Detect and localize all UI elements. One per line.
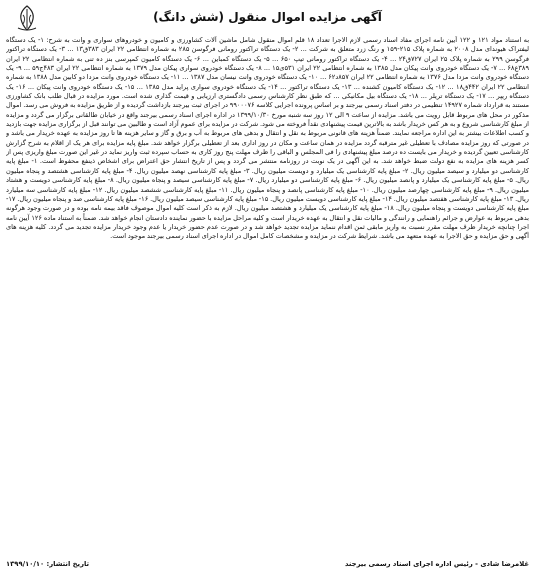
signature: غلامرضا شادی - رئیس اداره اجرای اسناد رسمی بیرجند <box>344 560 529 568</box>
notice-header <box>6 4 529 34</box>
notice-footer <box>6 558 529 570</box>
publish-date: تاریخ انتشار: ۱۳۹۹/۱۰/۱۰ <box>6 560 90 568</box>
notice-title: آگهی مزایده اموال منقول (شش دانگ) <box>153 10 382 24</box>
notice-body: به استناد مواد ۱۲۱ و ۱۲۲ آیین نامه اجرای مفاد اسناد رسمی لازم الاجرا تعداد ۱۸ قلم اموال منقول شامل ماشین آلات کشاورزی و کامیون و خودروهای سواری و وانت به شرح: ۱- یک دستگاه لیفتراک هیوندای مدل ۲۰۰۸ به شماره پلاک ۲۱۵-۱۵۹ و رنگ زرد متعلق به شرکت ... ۲- یک دستگاه تراکتور رومانی فرگوسن ۲۸۵ به شماره انتظامی ۲۲ ایران ۳۸۳ق۱۳ ... ۳- یک دستگاه تراکتور فرگوسن ۲۹۹ به شماره پلاک ۲۵ ایران ۷۲۷ق۲۴ ... ۴- یک دستگاه تراکتور رومانی تیپ ۶۵۰ ... ۵- یک دستگاه کمباین ... ۶- یک دستگاه کامیون کمپرسی بنز ده تنی به شماره انتظامی ۲۲ ایران ۳۸۹ع۶۸ ... ۷- یک دستگاه خودروی وانت پیکان مدل ۱۳۸۵ به شماره انتظامی ۲۲ ایران ۵۳۱ی۱۵ ... ۸- یک دستگاه خودروی سواری پیکان مدل ۱۳۷۹ به شماره انتظامی ۲۲ ایران ۴۸۳ج۵۹ ... ۹- یک دستگاه خودروی وانت مزدا مدل ۱۳۷۶ به شماره انتظامی ۲۲ ایران ۸۵۷د۶۲ ... ۱۰- یک دستگاه خودروی وانت نیسان مدل ۱۳۸۷ ... ۱۱- یک دستگاه خودروی وانت مزدا دو کابین مدل ۱۳۸۸ به شماره انتظامی ۲۲ ایران ۴۴۲ق۱۸ ... ۱۲- یک دستگاه کامیون کشنده ... ۱۳- یک دستگاه تراکتور ... ۱۴- یک دستگاه خودروی سواری پراید مدل ۱۳۸۵ ... ۱۵- یک دستگاه خودروی وانت پیکان ... ۱۶- یک دستگاه ریپر ... ۱۷- یک دستگاه تریلر ... ۱۸- یک دستگاه بیل مکانیکی ... که طبق نظر کارشناس رسمی دادگستری ارزیابی و قیمت گذاری شده است. مورد مزایده در قبال طلب بانک کشاورزی مستند به قرارداد شماره ۱۴۹۲۷ تنظیمی در دفتر اسناد رسمی بیرجند و بر اساس پرونده اجرایی کلاسه ۹۹۰۰۰۷۶ در اجرای ثبت بیرجند بازداشت گردیده و از طریق مزایده به فروش می رسد. اموال مذکور در محل های مربوط قابل رویت می باشد. مزایده از ساعت ۹ الی ۱۲ روز سه شنبه مورخ ۱۳۹۹/۱۰/۳۰ در اداره اجرای اسناد رسمی بیرجند واقع در خیابان طالقانی برگزار می گردد و مزایده از مبلغ کارشناسی شروع و به هر کس خریدار باشد به بالاترین قیمت پیشنهادی نقداً فروخته می شود. شرکت در مزایده برای عموم آزاد است و طالبین می توانند قبل از برگزاری مزایده جهت بازدید و کسب اطلاعات بیشتر به این اداره مراجعه نمایند. ضمناً هزینه های قانونی مربوط به نقل و انتقال و بدهی های مربوط به آب و برق و گاز و سایر هزینه ها تا روز مزایده به عهده خریدار می باشد و در صورتی که روز مزایده مصادف با تعطیلی غیر مترقبه گردد مزایده در همان ساعت و مکان در روز اداری بعد از تعطیلی برگزار خواهد شد. مبلغ پایه مزایده برای هر یک از اقلام به شرح گزارش کارشناسی تعیین گردیده و خریدار می بایست ده درصد مبلغ پیشنهادی را فی المجلس و الباقی را ظرف مهلت پنج روز کاری به حساب سپرده ثبت واریز نماید در غیر این صورت مبلغ واریزی پس از کسر هزینه های مزایده به نفع دولت ضبط خواهد شد. به این آگهی در یک نوبت در روزنامه منتشر می گردد و پس از تاریخ انتشار حق اعتراض برای اشخاص ذینفع محفوظ است. ۱- مبلغ پایه کارشناسی دو میلیارد و سیصد میلیون ریال. ۲- مبلغ پایه کارشناسی یک میلیارد و دویست میلیون ریال. ۳- مبلغ پایه کارشناسی نهصد میلیون ریال. ۴- مبلغ پایه کارشناسی هشتصد و پنجاه میلیون ریال. ۵- مبلغ پایه کارشناسی یک میلیارد و پانصد میلیون ریال. ۶- مبلغ پایه کارشناسی دو میلیارد ریال. ۷- مبلغ پایه کارشناسی سیصد و پنجاه میلیون ریال. ۸- مبلغ پایه کارشناسی دویست و هشتاد میلیون ریال. ۹- مبلغ پایه کارشناسی چهارصد میلیون ریال. ۱۰- مبلغ پایه کارشناسی پانصد و پنجاه میلیون ریال. ۱۱- مبلغ پایه کارشناسی ششصد میلیون ریال. ۱۲- مبلغ پایه کارشناسی سه میلیارد ریال. ۱۳- مبلغ پایه کارشناسی هفتصد میلیون ریال. ۱۴- مبلغ پایه کارشناسی دویست میلیون ریال. ۱۵- مبلغ پایه کارشناسی سیصد میلیون ریال. ۱۶- مبلغ پایه کارشناسی صد و پنجاه میلیون ریال. ۱۷- مبلغ پایه کارشناسی دویست و پنجاه میلیون ریال. ۱۸- مبلغ پایه کارشناسی یک میلیارد و هشتصد میلیون ریال. لازم به ذکر است کلیه اموال موصوف فاقد بیمه نامه بوده و در صورت وجود هرگونه بدهی مربوط به عوارض و جرائم راهنمایی و رانندگی و مالیات نقل و انتقال به عهده خریدار است و کلیه مراحل مزایده با حضور نماینده دادستان انجام خواهد شد. ضمناً به استناد ماده ۱۲۶ آیین نامه اجرا چنانچه خریدار ظرف مهلت مقرر نسبت به واریز مابقی ثمن اقدام ننماید مزایده تجدید خواهد شد و در صورت عدم حضور خریدار یا عدم وجود خریدار مزایده تجدید می گردد. کلیه هزینه های آگهی و حق مزایده و حق الاجرا به عهده متعهد می باشد. شرایط شرکت در مزایده و مشخصات کامل اموال در اداره اجرای اسناد رسمی بیرجند موجود است. <box>6 36 529 241</box>
